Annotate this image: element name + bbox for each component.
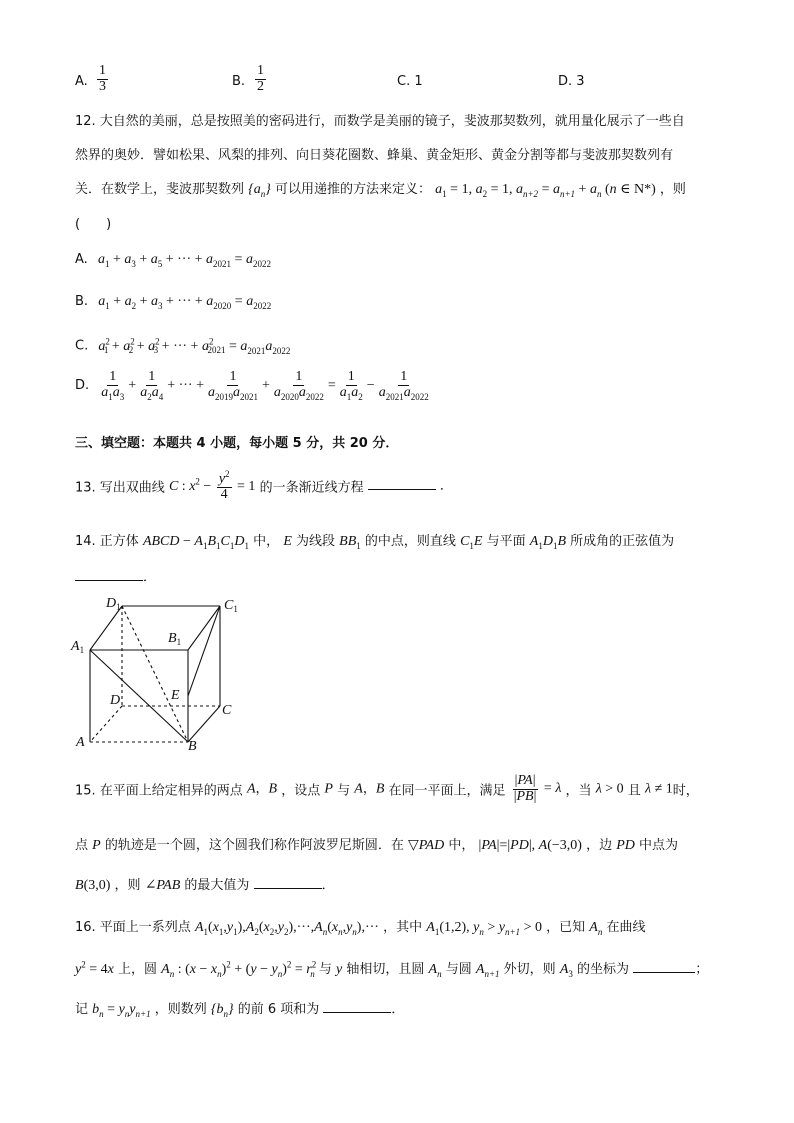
q13-answer-blank: [368, 489, 436, 490]
label-d: D: [110, 693, 121, 708]
q12-line-2: 然界的奥妙．譬如松果、风梨的排列、向日葵花圈数、蜂巢、黄金矩形、黄金分割等都与斐波那契数列有: [75, 148, 674, 163]
q15-answer-blank: [254, 888, 322, 889]
label-a1: $A_1$: [71, 639, 85, 655]
q12-paren: ( ): [75, 217, 112, 232]
q14-line-1: 14. 正方体 ABCD − $A_1B_1C_1D_1$ 中， E 为线段 $BB_1$ 的中点，则直线 $C_1E$ 与平面 $A_1D_1B$ 所成角的正弦值为: [75, 534, 675, 551]
line-d1b: [122, 606, 188, 742]
q16-line-2: $y^2 = 4x$ 上，圆 $A_n$ : $(x - x_n)^2 + (y - y_n)^2 = r^2_n$ 与 y 轴相切，且圆 $A_n$ 与圆 $A_{n+1}$ 外切，则 $A_3$ 的坐标为 ；: [75, 959, 709, 979]
q15-line-2: 点 P 的轨迹是一个圆，这个圆我们称作阿波罗尼斯圆．在 ▽PAD 中， |PA|=|PD|, A(−3,0) ，边 PD 中点为: [75, 838, 679, 853]
q15-line-3: B(3,0) ，则 ∠PAB 的最大值为 ．: [75, 878, 335, 893]
q15-line-1: 15. 在平面上给定相异的两点 A，B ，设点 P 与 A，B 在同一平面上，满足 $\frac{|PA|}{|PB|}$ = λ ，当 λ > 0 且 λ ≠ 1时，: [75, 773, 699, 804]
q11-option-c: C. 1: [397, 74, 423, 89]
q12-option-d: D. $\frac{1}{a_1a_3}$ + $\frac{1}{a_2a_4}$ + ··· + $\frac{1}{a_{2019}a_{2021}}$ + $\frac{1}{a_{2020}a_{2022}}$ = $\frac{1}{a_1a_2}$ − $\frac{1}{a_{2021}a_{2022}}$: [75, 369, 429, 402]
q12-option-b: B. $a_1 + a_2 + a_3$ + ··· + $a_{2020} = a_{2022}$: [75, 294, 272, 311]
label-d1: $D_1$: [106, 596, 121, 612]
edge-bc: [188, 706, 220, 742]
q11-option-d: D. 3: [558, 74, 585, 89]
q11-option-a-value: $\frac{1}{3}$: [99, 63, 106, 94]
line-c1e: [188, 606, 220, 696]
q13: 13. 写出双曲线 C : $x^2$ − $\frac{y^2}{4}$ = 1 的一条渐近线方程 ．: [75, 469, 453, 503]
q12-option-c: C. $a^2_1 + a^2_2 + a^2_3$ + ··· + $a^2_{2021} = a_{2021}a_{2022}$: [75, 336, 291, 356]
q11-option-a-label: A.: [75, 74, 88, 89]
q14-line-2: ．: [75, 566, 156, 585]
q16-answer-blank-2: [323, 1012, 391, 1013]
q16-line-1: 16. 平面上一系列点 $A_1(x_1,y_1),A_2(x_2,y_2),\cdot\cdot\cdot,A_n(x_n,y_n),\cdot\cdot\cdot$ ，其中 $A_1(1,2)$, $y_n > y_{n+1} > 0$ ，已知 $A_n$ 在曲线: [75, 920, 646, 937]
q12-option-a: A. $a_1 + a_3 + a_5$ + ··· + $a_{2021} = a_{2022}$: [75, 252, 271, 269]
edge-da: [90, 706, 122, 742]
label-c: C: [222, 703, 232, 718]
sequence-a-n: $\{a_n\}$: [248, 182, 271, 199]
label-b: B: [188, 739, 197, 754]
hyperbola-equation: C : $x^2$ − $\frac{y^2}{4}$ = 1: [168, 469, 256, 503]
q16-line-3: 记 $b_n = y_ny_{n+1}$ ，则数列 $\{b_n\}$ 的前 6 项和为 ．: [75, 1002, 405, 1019]
label-a: A: [76, 735, 85, 750]
edge-d1a1: [90, 606, 122, 650]
q12-line-1: 12. 大自然的美丽，总是按照美的密码进行，而数学是美丽的镜子，斐波那契数列，就用量化展示了一些自: [75, 114, 685, 129]
fibonacci-recurrence: $a_1 = 1$, $a_2 = 1$, $a_{n+2} = a_{n+1} + a_n$ (n ∈ N*): [435, 182, 656, 199]
section-3-heading: 三、填空题：本题共 4 小题，每小题 5 分，共 20 分．: [75, 436, 399, 451]
edge-b1c1: [188, 606, 220, 650]
label-c1: $C_1$: [224, 598, 238, 614]
q16-answer-blank-1: [633, 972, 695, 973]
q11-option-b-value: $\frac{1}{2}$: [257, 63, 264, 94]
label-b1: $B_1$: [168, 631, 182, 647]
cube-figure: [68, 592, 248, 757]
label-e: E: [171, 688, 180, 703]
q11-options: [75, 64, 715, 102]
apollonius-ratio: $\frac{|PA|}{|PB|}$ = λ: [513, 773, 562, 804]
q11-option-b-label: B.: [232, 74, 246, 89]
q12-line-3: 关．在数学上，斐波那契数列 $\{a_n\}$ 可以用递推的方法来定义： $a_1 = 1$, $a_2 = 1$, $a_{n+2} = a_{n+1} + a_n$ (n ∈ N*) ，则: [75, 182, 686, 199]
q14-answer-blank: [75, 580, 143, 581]
